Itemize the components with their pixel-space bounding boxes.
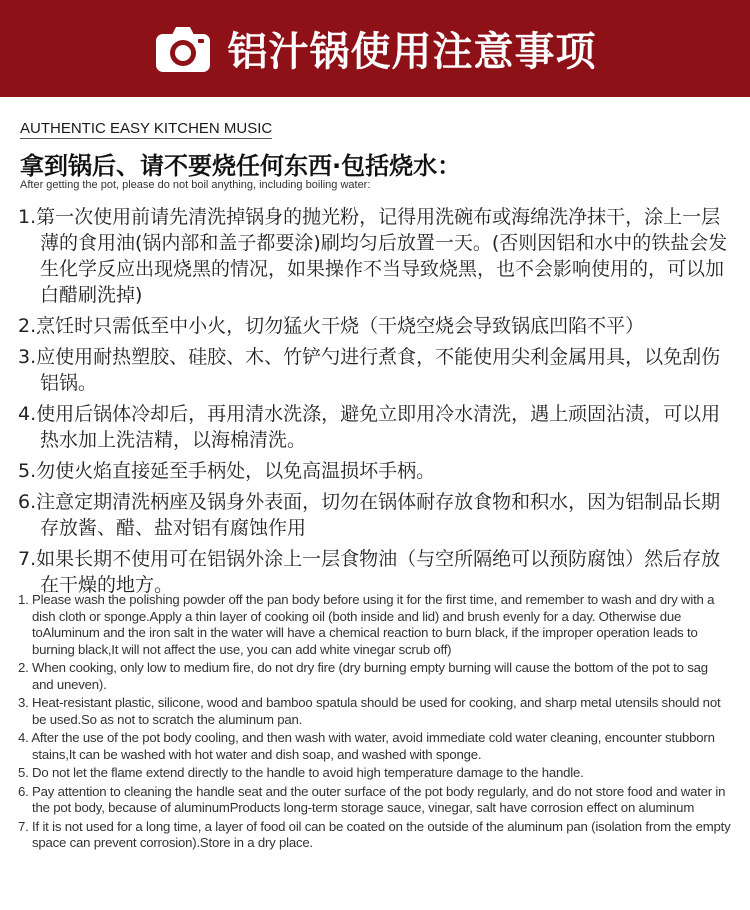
camera-icon [154,24,212,74]
title-banner [0,0,750,97]
instructions-en-list [18,592,732,854]
instruction-cn-item: 2.烹饪时只需低至中小火，切勿猛火干烧（干烧空烧会导致锅底凹陷不平） [18,315,645,337]
instruction-en-item: 3. Heat-resistant plastic, silicone, wood and bamboo spatula should be used for cooking, and sharp metal utensils should not be used.So as not to scratch the aluminum pan. [18,695,721,727]
instruction-cn-item: 1.第一次使用前请先清洗掉锅身的抛光粉，记得用洗碗布或海绵洗净抹干，涂上一层薄的食用油(锅内部和盖子都要涂)刷均匀后放置一天。(否则因铝和水中的铁盐会发生化学反应出现烧黑的情况，如果操作不当导致烧黑，也不会影响使用的，可以加白醋刷洗掉) [18,206,728,306]
instruction-cn-item: 6.注意定期清洗柄座及锅身外表面，切勿在锅体耐存放食物和积水，因为铝制品长期存放酱、醋、盐对铝有腐蚀作用 [18,491,721,539]
section-heading-en: After getting the pot, please do not boil anything, including boiling water: [20,179,371,191]
instruction-en-item: 5. Do not let the flame extend directly to the handle to avoid high temperature damage to the handle. [18,765,584,780]
instruction-cn-item: 4.使用后锅体冷却后，再用清水洗涤，避免立即用冷水清洗，遇上顽固沾渍，可以用热水加上洗洁精，以海棉清洗。 [18,403,721,451]
instruction-cn-item: 5.勿使火焰直接延至手柄处，以免高温损坏手柄。 [18,460,436,482]
instruction-cn-item: 3.应使用耐热塑胶、硅胶、木、竹铲勺进行煮食，不能使用尖利金属用具，以免刮伤铝锅。 [18,346,721,394]
brand-name: AUTHENTIC EASY KITCHEN MUSIC [20,120,273,137]
instruction-en-item: 6. Pay attention to cleaning the handle seat and the outer surface of the pot body regularly, and do not store food and water in the pot body, because of aluminumProducts long-term storage sauce, vinegar, salt have corrosion effect on aluminum [18,783,726,815]
instruction-en-item: 2. When cooking, only low to medium fire, do not dry fire (dry burning empty burning will cause the bottom of the pot to sag and uneven). [18,660,708,692]
instruction-en-item: 7. If it is not used for a long time, a layer of food oil can be coated on the outside of the aluminum pan (isolation from the empty space can prevent corrosion).Store in a dry place. [18,818,731,850]
instruction-en-item: 4. After the use of the pot body cooling, and then wash with water, avoid immediate cold water cleaning, encounter stubborn stains,It can be washed with hot water and dish soap, and washed with sponge. [18,730,715,762]
instruction-en-item: 1. Please wash the polishing powder off the pan body before using it for the first time, and remember to wash and dry with a dish cloth or sponge.Apply a thin layer of cooking oil (both inside and lid) and brush evenly for a day. Otherwise due toAluminum and the iron salt in the water will have a chemical reaction to burn black, if the improper operation leads to burning black,It will not affect the use, you can add white vinegar scrub off) [18,592,715,657]
instructions-cn-list [18,204,736,603]
instruction-cn-item: 7.如果长期不使用可在铝锅外涂上一层食物油（与空所隔绝可以预防腐蚀）然后存放在干燥的地方。 [18,548,721,596]
page-title: 铝汁锅使用注意事项 [227,29,597,75]
section-heading-cn: 拿到锅后、请不要烧任何东西·包括烧水： [20,152,462,180]
banner-content [154,20,597,77]
